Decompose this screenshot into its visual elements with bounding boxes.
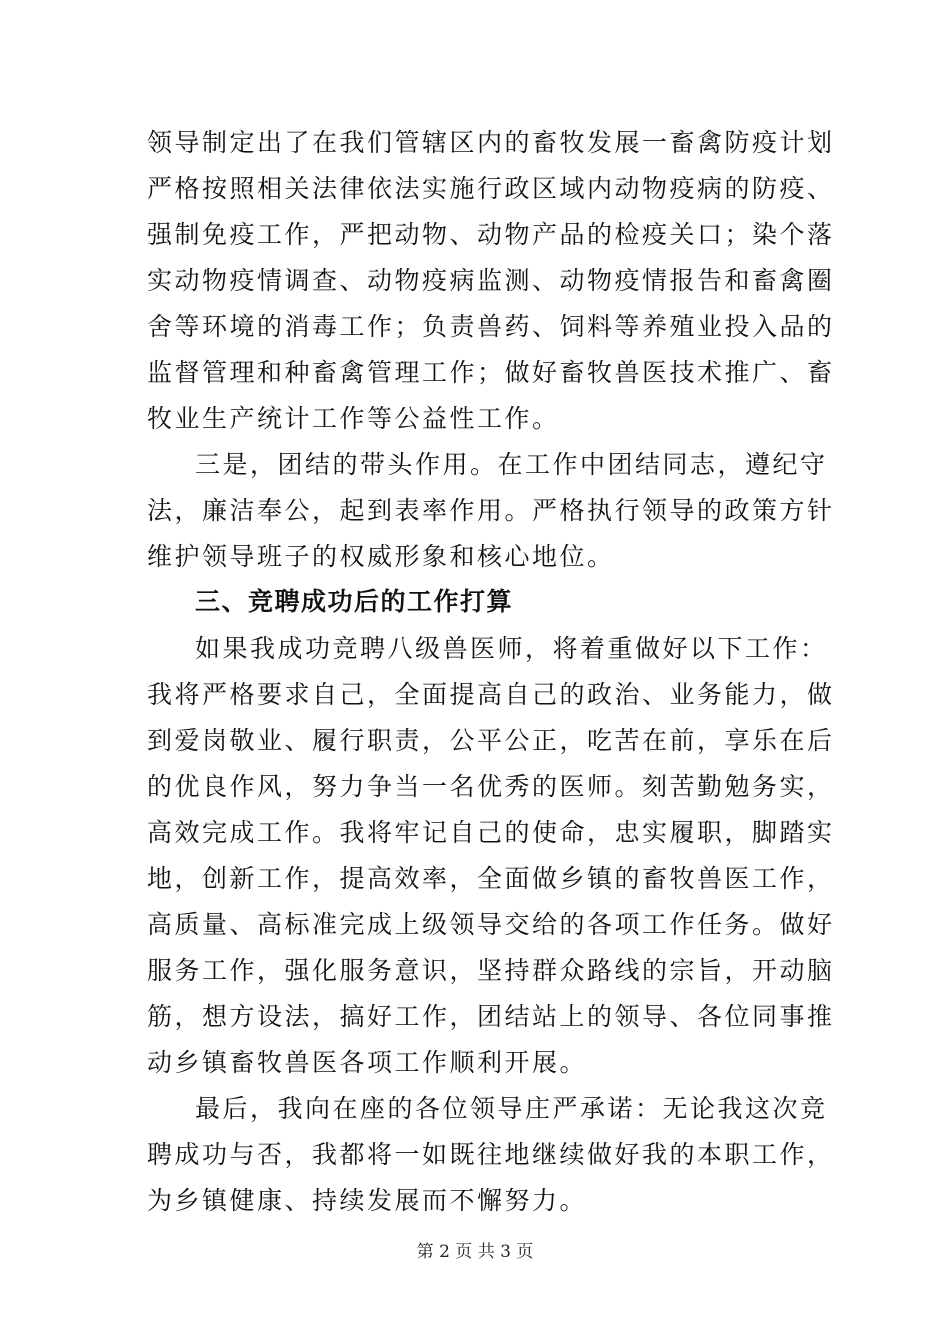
body-text-line: 高效完成工作。我将牢记自己的使命，忠实履职，脚踏实 xyxy=(147,818,835,847)
body-text-line: 维护领导班子的权威形象和核心地位。 xyxy=(147,542,615,571)
body-text-line: 舍等环境的消毒工作；负责兽药、饲料等养殖业投入品的 xyxy=(147,312,835,341)
body-text-line: 的优良作风，努力争当一名优秀的医师。刻苦勤勉务实， xyxy=(147,772,835,801)
body-text-line: 筋，想方设法，搞好工作，团结站上的领导、各位同事推 xyxy=(147,1002,835,1031)
body-text-line: 牧业生产统计工作等公益性工作。 xyxy=(147,404,560,433)
body-text-line: 到爱岗敬业、履行职责，公平公正，吃苦在前，享乐在后 xyxy=(147,726,835,755)
paragraph-first-line: 三是，团结的带头作用。在工作中团结同志，遵纪守 xyxy=(195,450,828,479)
paragraph-first-line: 如果我成功竞聘八级兽医师，将着重做好以下工作： xyxy=(195,634,828,663)
body-text-line: 严格按照相关法律依法实施行政区域内动物疫病的防疫、 xyxy=(147,174,835,203)
body-text-line: 法，廉洁奉公，起到表率作用。严格执行领导的政策方针 xyxy=(147,496,835,525)
body-text-line: 领导制定出了在我们管辖区内的畜牧发展一畜禽防疫计划 xyxy=(147,128,835,157)
body-text-line: 强制免疫工作，严把动物、动物产品的检疫关口；染个落 xyxy=(147,220,835,249)
section-heading: 三、竞聘成功后的工作打算 xyxy=(195,587,514,616)
body-text-line: 高质量、高标准完成上级领导交给的各项工作任务。做好 xyxy=(147,910,835,939)
body-text-line: 地，创新工作，提高效率，全面做乡镇的畜牧兽医工作， xyxy=(147,864,835,893)
paragraph-first-line: 最后，我向在座的各位领导庄严承诺：无论我这次竞 xyxy=(195,1094,828,1123)
body-text-line: 实动物疫情调查、动物疫病监测、动物疫情报告和畜禽圈 xyxy=(147,266,835,295)
body-text-line: 我将严格要求自己，全面提高自己的政治、业务能力，做 xyxy=(147,680,835,709)
body-text-line: 动乡镇畜牧兽医各项工作顺利开展。 xyxy=(147,1048,588,1077)
body-text-line: 监督管理和种畜禽管理工作；做好畜牧兽医技术推广、畜 xyxy=(147,358,835,387)
body-text-line: 聘成功与否，我都将一如既往地继续做好我的本职工作， xyxy=(147,1140,835,1169)
body-text-line: 服务工作，强化服务意识，坚持群众路线的宗旨，开动脑 xyxy=(147,956,835,985)
page-number-footer: 第 2 页 共 3 页 xyxy=(416,1242,534,1262)
body-text-line: 为乡镇健康、持续发展而不懈努力。 xyxy=(147,1186,588,1215)
